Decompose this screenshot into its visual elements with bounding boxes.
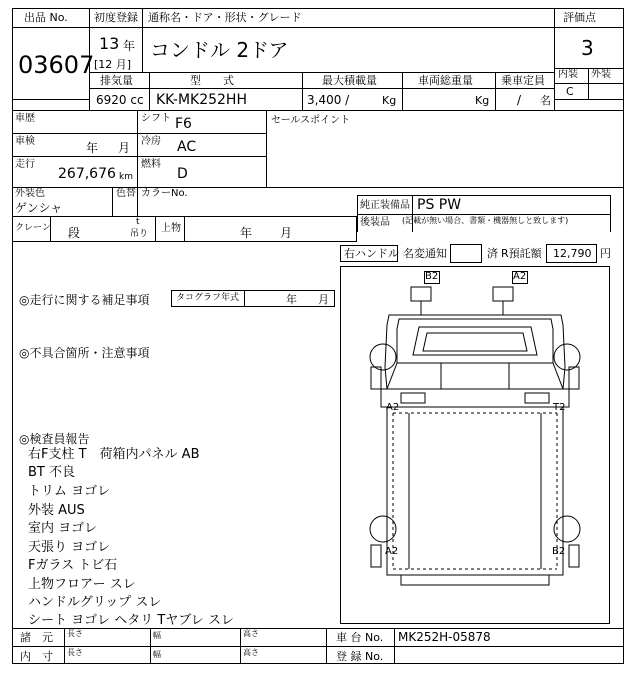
equipment-label: 純正装備品 <box>360 200 410 211</box>
yen-label: 円 <box>600 247 611 260</box>
capacity-unit: 名 <box>540 94 551 107</box>
gross-weight-unit: Kg <box>475 94 490 107</box>
tacho-year: 年 <box>286 293 297 306</box>
report-line: トリム ヨゴレ <box>28 484 111 499</box>
height-label: 高さ <box>243 629 259 638</box>
capacity-sep: / <box>517 93 522 107</box>
done-label: 済 <box>487 247 498 260</box>
report-line: 天張り ヨゴレ <box>28 540 111 555</box>
color-change-label: 色替 <box>116 188 136 199</box>
chassis-value: MK252H-05878 <box>398 630 491 644</box>
report-line: 室内 ヨゴレ <box>28 521 98 536</box>
truck-diagram <box>340 266 610 624</box>
reg-year-unit: 年 <box>123 39 136 53</box>
grade-value: 3 <box>581 36 594 60</box>
truck-outline-icon <box>341 267 609 623</box>
history-label: 車歴 <box>15 113 35 124</box>
color-no-label: カラーNo. <box>141 188 188 199</box>
name-change-box <box>450 244 482 263</box>
defects-label: ◎不具合箇所・注意事項 <box>19 346 150 360</box>
car-name: コンドル 2ドア <box>150 38 289 62</box>
inspector-report-label: ◎検査員報告 <box>19 432 90 446</box>
color-label: 外装色 <box>15 188 45 199</box>
report-line: ハンドルグリップ スレ <box>28 595 162 610</box>
tacho-month: 月 <box>318 293 329 306</box>
grade-label: 評価点 <box>563 11 596 24</box>
lot-no: 03607 <box>18 51 95 79</box>
aftermarket-label: 後装品 <box>360 217 390 228</box>
tachograph-label: タコグラフ年式 <box>176 293 240 303</box>
sales-point-label: セールスポイント <box>271 115 351 126</box>
interior-label: 内装 <box>558 69 578 80</box>
body-label: 上物 <box>161 223 181 234</box>
exterior-label: 外装 <box>591 69 611 80</box>
inspection-year-unit: 年 <box>86 141 99 155</box>
rhd-label: 右ハンドル <box>344 247 399 260</box>
interior-width-label: 幅 <box>153 650 161 659</box>
shift-value: F6 <box>175 116 192 132</box>
mileage-label: 走行 <box>15 159 35 170</box>
driving-notes-label: ◎走行に関する補足事項 <box>19 293 150 307</box>
displacement-label: 排気量 <box>100 74 133 87</box>
type-label: 型 式 <box>190 74 234 87</box>
fuel-value: D <box>177 166 188 182</box>
aftermarket-note: (記載が無い場合、書類・機器無しと致します) <box>402 216 569 225</box>
damage-mid-right: T2 <box>553 402 566 413</box>
crane-hang: 吊り <box>130 229 149 239</box>
dims-label: 諸 元 <box>20 631 53 644</box>
report-line: Fガラス トビ石 <box>28 558 118 573</box>
body-year: 年 <box>240 226 253 240</box>
crane-ton: t <box>136 217 140 227</box>
aircon-value: AC <box>177 139 197 155</box>
name-change-label: 名変通知 <box>403 247 447 260</box>
crane-stage: 段 <box>68 226 81 240</box>
recycle-label: R預託額 <box>501 247 542 260</box>
fuel-label: 燃料 <box>141 159 161 170</box>
first-reg-label: 初度登録 <box>94 11 138 24</box>
damage-bottom-left: A2 <box>385 546 399 557</box>
color-value: ゲンシャ <box>15 201 63 215</box>
model-desc-label: 通称名・ドア・形状・グレード <box>148 11 302 24</box>
max-load: 3,400 / <box>307 93 350 107</box>
displacement: 6920 cc <box>96 93 144 107</box>
interior-height-label: 高さ <box>243 648 259 657</box>
damage-mid-left: A2 <box>386 402 400 413</box>
damage-top-right: A2 <box>513 271 527 282</box>
length-label: 長さ <box>67 629 83 638</box>
inspection-month-unit: 月 <box>118 141 131 155</box>
reg-year: 13 <box>99 34 120 53</box>
registration-label: 登 録 No. <box>336 650 384 663</box>
equipment-value: PS PW <box>417 197 462 213</box>
reg-month: [12 月] <box>94 58 132 71</box>
shift-label: シフト <box>141 113 171 124</box>
inspection-label: 車検 <box>15 136 35 147</box>
width-label: 幅 <box>153 631 161 640</box>
chassis-label: 車 台 No. <box>336 631 384 644</box>
body-month: 月 <box>280 226 293 240</box>
report-line: 外装 AUS <box>28 503 85 518</box>
max-load-label: 最大積載量 <box>322 74 377 87</box>
interior-dims-label: 内 寸 <box>20 650 53 663</box>
mileage-value: 267,676 <box>58 166 116 182</box>
damage-bottom-right: B2 <box>552 546 566 557</box>
gross-weight-label: 車両総重量 <box>418 74 473 87</box>
interior-length-label: 長さ <box>67 648 83 657</box>
lot-no-label: 出品 No. <box>24 11 68 24</box>
max-load-unit: Kg <box>382 94 397 107</box>
crane-label: クレーン <box>15 223 51 233</box>
aircon-label: 冷房 <box>141 136 161 147</box>
report-line: 右F支柱 T 荷箱内パネル AB <box>28 447 200 462</box>
report-line: BT 不良 <box>28 465 75 480</box>
damage-top-left: B2 <box>425 271 439 282</box>
interior-value: C <box>566 85 574 98</box>
capacity-label: 乗車定員 <box>501 74 545 87</box>
type-value: KK-MK252HH <box>156 92 247 108</box>
report-line: シート ヨゴレ ヘタリ Tヤブレ スレ <box>28 613 234 628</box>
mileage-unit: km <box>119 172 133 182</box>
recycle-value: 12,790 <box>553 247 592 260</box>
report-line: 上物フロアー スレ <box>28 577 136 592</box>
